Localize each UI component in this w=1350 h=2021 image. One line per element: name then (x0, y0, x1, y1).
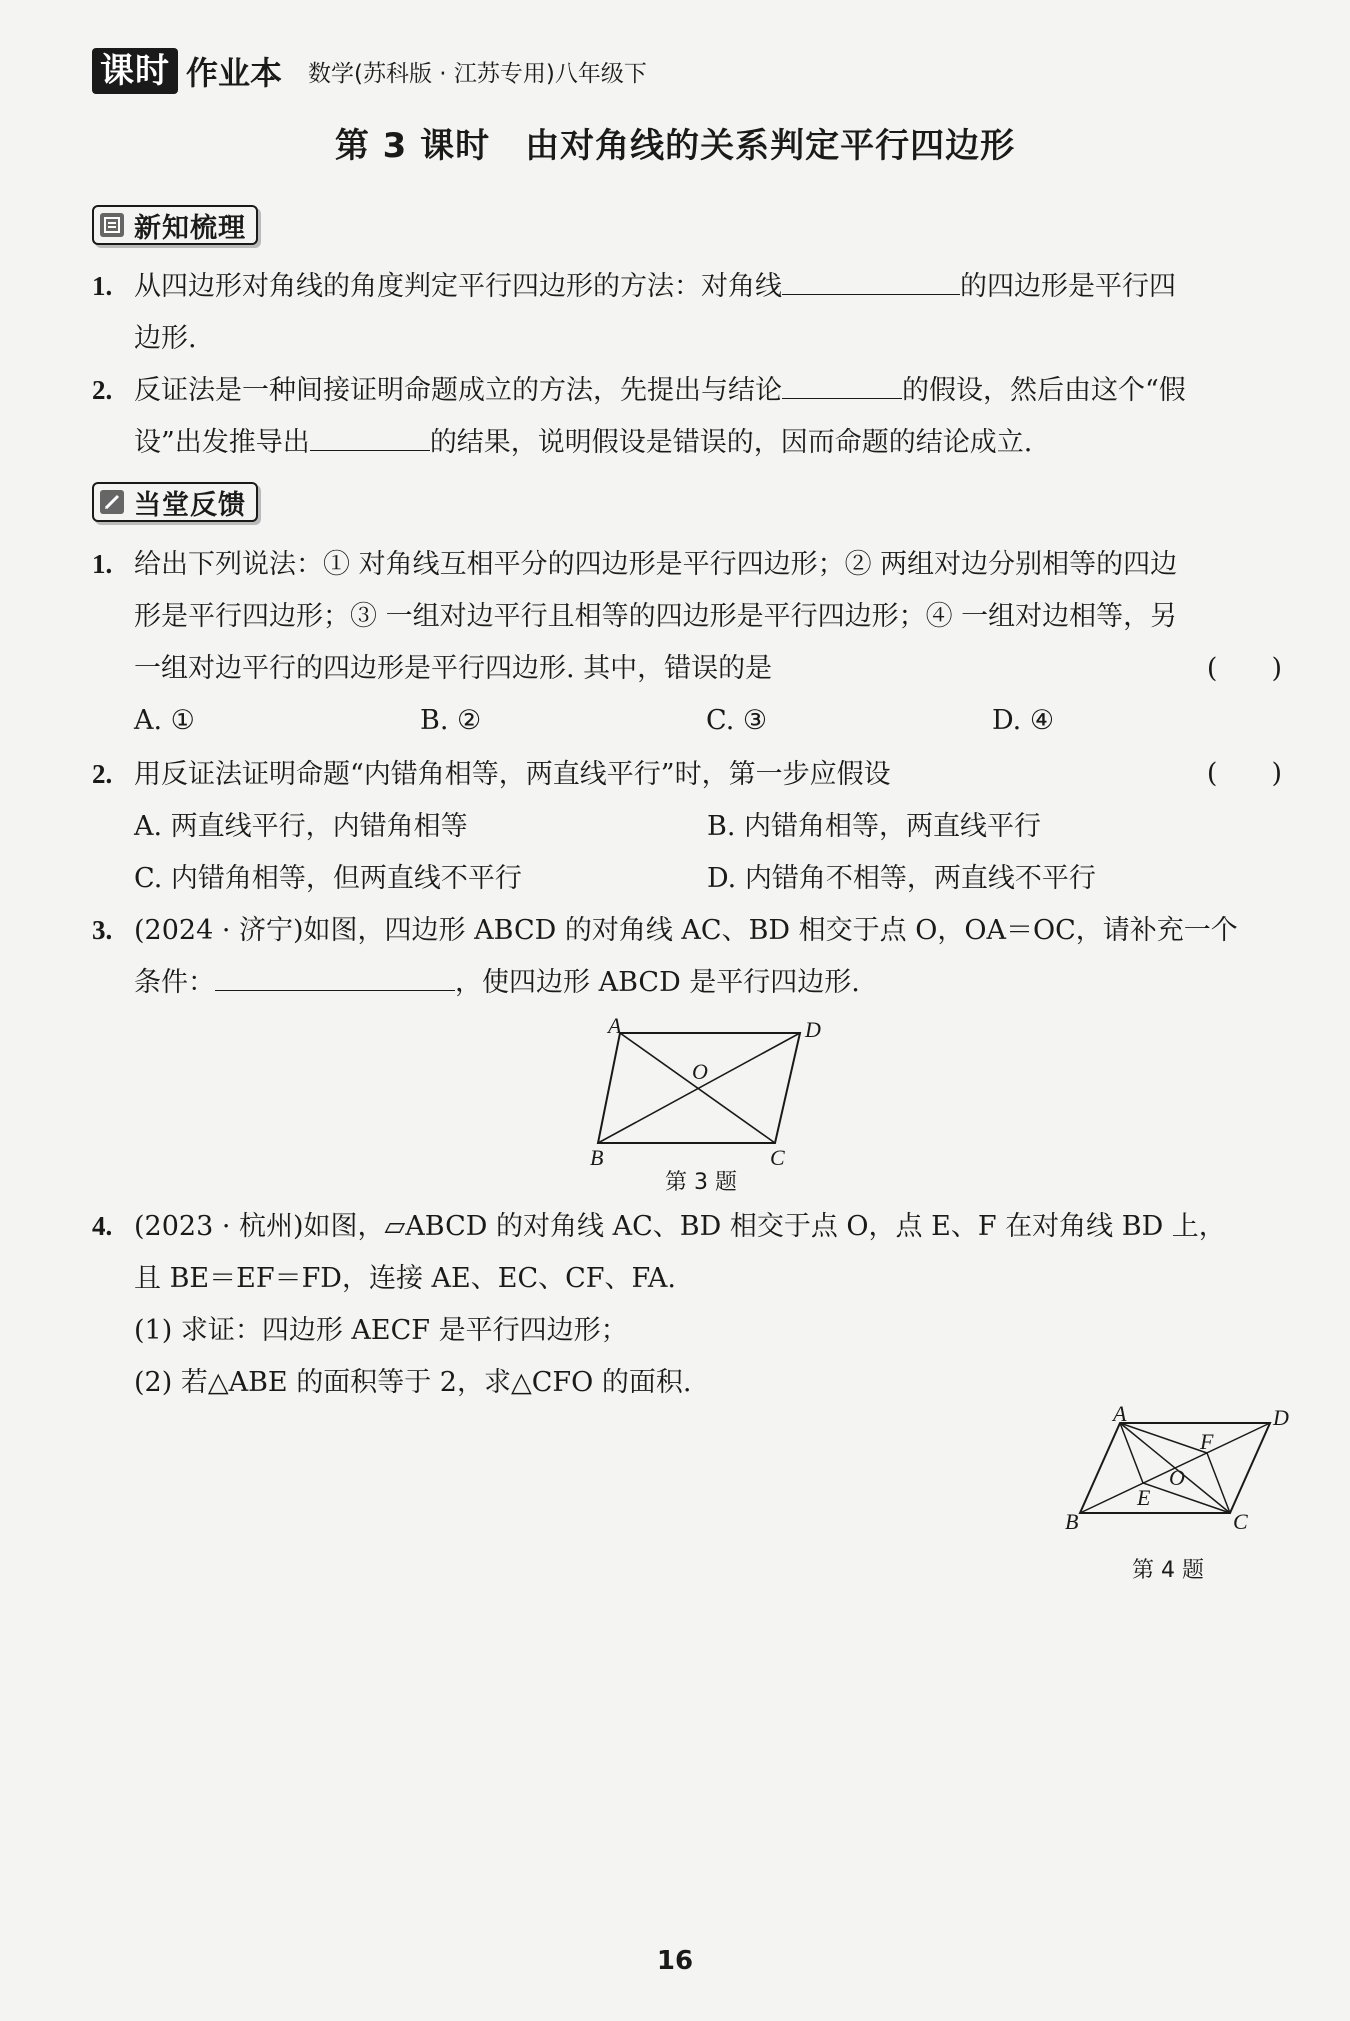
question-text: 条件： (134, 967, 215, 998)
label-b: B (1065, 1509, 1079, 1534)
lesson-title: 第 3 课时 由对角线的关系判定平行四边形 (334, 126, 1016, 166)
figure-3-parallelogram (590, 1015, 850, 1165)
question-number: 2. (92, 375, 113, 405)
answer-blank[interactable] (782, 368, 902, 399)
question-number: 1. (92, 271, 113, 301)
question-text: 且 BE＝EF＝FD，连接 AE、EC、CF、FA. (134, 1263, 676, 1294)
question-text: (2023 · 杭州)如图，▱ABCD 的对角线 AC、BD 相交于点 O，点 E、F 在对角线 BD 上， (134, 1211, 1226, 1242)
answer-blank[interactable] (215, 960, 455, 991)
answer-blank[interactable] (782, 264, 960, 295)
option-d[interactable]: D. 内错角不相等，两直线不平行 (707, 863, 1096, 894)
options-row (92, 695, 1282, 747)
question-number: 4. (92, 1211, 113, 1241)
question-s2-3 (92, 904, 1282, 1009)
option-a[interactable]: A. ① (134, 705, 195, 736)
question-s1-1 (92, 260, 1282, 365)
label-a: A (608, 1015, 622, 1038)
question-text: 的结果，说明假设是错误的，因而命题的结论成立. (429, 427, 1033, 458)
section-label: 新知梳理 (134, 212, 246, 244)
question-text: 的假设，然后由这个“假 (902, 375, 1186, 406)
answer-blank[interactable] (310, 420, 430, 451)
label-f: F (1200, 1429, 1214, 1454)
question-text: ，使四边形 ABCD 是平行四边形. (455, 967, 860, 998)
question-text: 形是平行四边形；③ 一组对边平行且相等的四边形是平行四边形；④ 一组对边相等，另 (134, 601, 1178, 632)
question-text: 边形. (134, 323, 197, 354)
segment-ec (1143, 1483, 1230, 1513)
subject-label: 数学(苏科版 · 江苏专用)八年级下 (308, 60, 647, 87)
question-number: 1. (92, 549, 113, 579)
segment-fa (1120, 1423, 1207, 1453)
section-tag-new-knowledge (92, 205, 258, 245)
question-text: 一组对边平行的四边形是平行四边形. 其中，错误的是 (134, 653, 773, 684)
question-s2-1 (92, 538, 1282, 747)
figure-4-parallelogram (1045, 1405, 1295, 1535)
sub-question-1: (1) 求证：四边形 AECF 是平行四边形； (134, 1315, 628, 1346)
options-row (92, 801, 1282, 853)
question-text: 设”出发推导出 (134, 427, 310, 458)
label-c: C (1233, 1509, 1248, 1534)
diagonal-bd (598, 1033, 800, 1143)
question-number: 2. (92, 759, 113, 789)
label-o: O (1169, 1465, 1185, 1490)
pencil-icon (100, 490, 124, 514)
question-text: 给出下列说法：① 对角线互相平分的四边形是平行四边形；② 两组对边分别相等的四边 (134, 549, 1178, 580)
brand-title: 作业本 (186, 54, 283, 92)
question-s2-4 (92, 1200, 1282, 1409)
option-c[interactable]: C. 内错角相等，但两直线不平行 (134, 863, 522, 894)
section-tag-feedback (92, 482, 258, 522)
label-a: A (1113, 1405, 1127, 1426)
notebook-icon (100, 213, 124, 237)
question-text: 从四边形对角线的角度判定平行四边形的方法：对角线 (134, 271, 782, 302)
label-o: O (692, 1059, 708, 1084)
figure-4-caption: 第 4 题 (1132, 1558, 1204, 1583)
figure-3-caption: 第 3 题 (665, 1170, 737, 1195)
sub-question-2: (2) 若△ABE 的面积等于 2，求△CFO 的面积. (134, 1367, 692, 1398)
option-b[interactable]: B. 内错角相等，两直线平行 (707, 811, 1042, 842)
question-text: 的四边形是平行四 (960, 271, 1176, 302)
answer-parentheses[interactable]: ( ) (1206, 653, 1282, 684)
section-label: 当堂反馈 (134, 489, 246, 521)
answer-parentheses[interactable]: ( ) (1206, 758, 1282, 789)
brand-logo: 课时 (92, 48, 178, 94)
option-b[interactable]: B. ② (420, 705, 482, 736)
page-number: 16 (656, 1946, 694, 1976)
option-c[interactable]: C. ③ (706, 705, 768, 736)
question-s1-2 (92, 364, 1282, 469)
book-header (92, 46, 647, 96)
option-d[interactable]: D. ④ (992, 705, 1055, 736)
label-d: D (1273, 1405, 1289, 1430)
question-text: 用反证法证明命题“内错角相等，两直线平行”时，第一步应假设 (134, 759, 891, 790)
options-row (92, 853, 1282, 905)
option-a[interactable]: A. 两直线平行，内错角相等 (134, 811, 468, 842)
label-d: D (805, 1017, 821, 1042)
question-s2-2 (92, 748, 1282, 905)
question-text: (2024 · 济宁)如图，四边形 ABCD 的对角线 AC、BD 相交于点 O，OA＝OC，请补充一个 (134, 915, 1238, 946)
question-number: 3. (92, 915, 113, 945)
label-b: B (590, 1145, 604, 1165)
label-c: C (770, 1145, 785, 1165)
label-e: E (1137, 1485, 1151, 1510)
question-text: 反证法是一种间接证明命题成立的方法，先提出与结论 (134, 375, 782, 406)
